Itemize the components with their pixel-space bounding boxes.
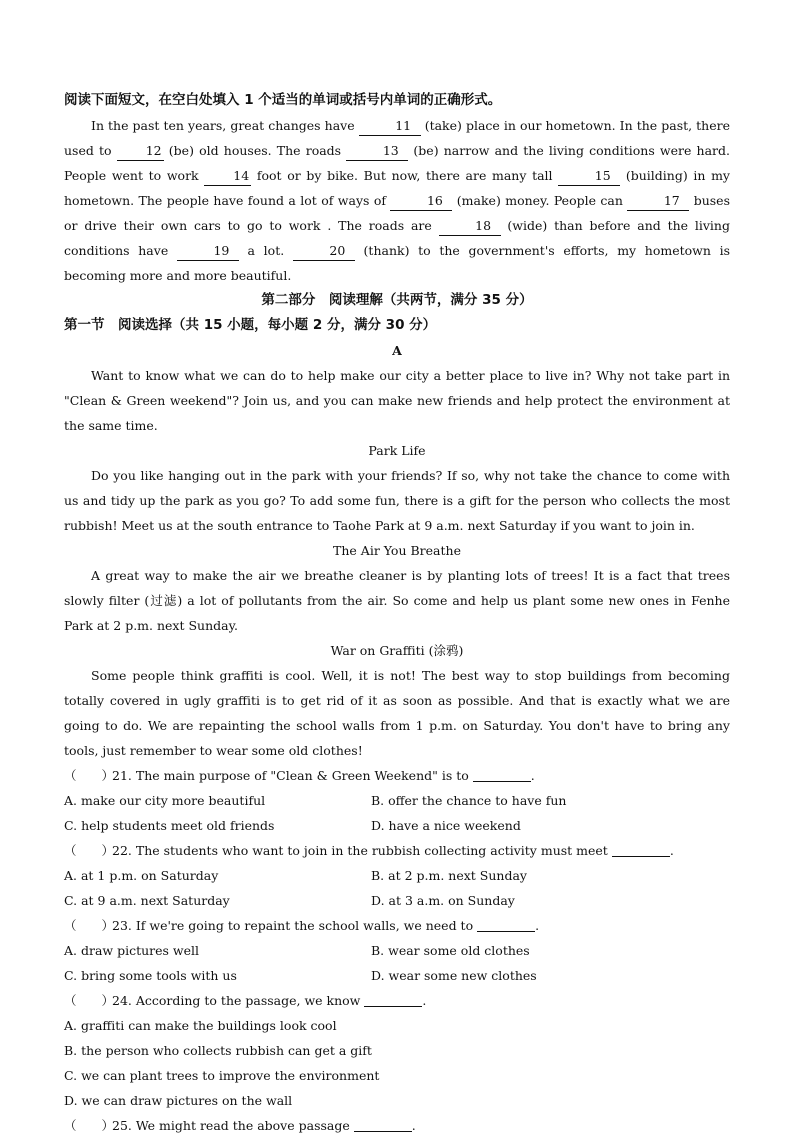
option-a: A. at 1 p.m. on Saturday bbox=[64, 868, 219, 883]
option-b: B. offer the chance to have fun bbox=[371, 793, 567, 808]
cloze-text: a lot. bbox=[238, 243, 293, 258]
question-stem: 25. We might read the above passage bbox=[112, 1118, 350, 1133]
answer-line bbox=[473, 767, 531, 782]
option-c: C. help students meet old friends bbox=[64, 818, 275, 833]
question-24 bbox=[64, 988, 730, 1013]
answer-paren[interactable]: （ ） bbox=[64, 1118, 115, 1133]
question-stem: 24. According to the passage, we know bbox=[112, 993, 361, 1008]
option-b: B. the person who collects rubbish can get a gift bbox=[64, 1043, 372, 1058]
cloze-text: (thank) to the government's efforts, my hometown is becoming more and more beautiful. bbox=[64, 243, 730, 283]
option-d: D. wear some new clothes bbox=[371, 968, 537, 983]
heading-war-on-graffiti: War on Graffiti (涂鸦) bbox=[330, 643, 464, 658]
paragraph-war-on-graffiti: Some people think graffiti is cool. Well, it is not! The best way to stop buildings from becoming totally covered in ugly graffiti is to get rid of it as soon as possible. And that is exactly what we are going to do. We are repainting the school walls from 1 p.m. on Saturday. You don't have to bring any tools, just remember to wear some old clothes! bbox=[64, 668, 730, 758]
answer-paren[interactable]: （ ） bbox=[64, 843, 115, 858]
heading-air-you-breathe: The Air You Breathe bbox=[333, 543, 461, 558]
cloze-text: (make) money. People can bbox=[452, 193, 628, 208]
option-d: D. have a nice weekend bbox=[371, 818, 521, 833]
question-21 bbox=[64, 763, 730, 788]
cloze-text: (be) old houses. The roads bbox=[163, 143, 347, 158]
blank-20: 20 bbox=[293, 242, 355, 261]
blank-15: 15 bbox=[558, 167, 620, 186]
question-tail: . bbox=[422, 993, 427, 1008]
question-25 bbox=[64, 1113, 730, 1138]
blank-11: 11 bbox=[359, 117, 421, 136]
options-21-cd bbox=[64, 813, 730, 838]
option-d: D. we can draw pictures on the wall bbox=[64, 1093, 293, 1108]
cloze-instruction: 阅读下面短文，在空白处填入 1 个适当的单词或括号内单词的正确形式。 bbox=[64, 92, 502, 108]
option-b: B. at 2 p.m. next Sunday bbox=[371, 868, 527, 883]
options-22-cd bbox=[64, 888, 730, 913]
cloze-text: In the past ten years, great changes have bbox=[91, 118, 359, 133]
options-21 bbox=[64, 788, 730, 813]
options-23-cd bbox=[64, 963, 730, 988]
cloze-text: (be) narrow and the living conditions were hard. People went to work bbox=[64, 143, 730, 183]
page-content bbox=[64, 88, 730, 1138]
cloze-passage bbox=[64, 113, 730, 288]
blank-17: 17 bbox=[627, 192, 689, 211]
option-c: C. bring some tools with us bbox=[64, 968, 237, 983]
section1-title: 第一节 阅读选择（共 15 小题，每小题 2 分，满分 30 分） bbox=[64, 317, 437, 333]
answer-line bbox=[354, 1117, 412, 1132]
answer-line bbox=[612, 842, 670, 857]
part2-title: 第二部分 阅读理解（共两节，满分 35 分） bbox=[261, 292, 533, 308]
option-b: B. wear some old clothes bbox=[371, 943, 530, 958]
option-d: D. at 3 a.m. on Sunday bbox=[371, 893, 515, 908]
answer-line bbox=[364, 992, 422, 1007]
blank-13: 13 bbox=[346, 142, 408, 161]
passage-intro: Want to know what we can do to help make our city a better place to live in? Why not take part in "Clean & Green weekend"? Join us, and you can make new friends and help protect the environment at the same time. bbox=[64, 368, 730, 433]
answer-line bbox=[477, 917, 535, 932]
options-22 bbox=[64, 863, 730, 888]
paragraph-park-life: Do you like hanging out in the park with your friends? If so, why not take the chance to come with us and tidy up the park as you go? To add some fun, there is a gift for the person who collects the most rubbish! Meet us at the south entrance to Taohe Park at 9 a.m. next Saturday if you want to join in. bbox=[64, 468, 730, 533]
paragraph-air-you-breathe: A great way to make the air we breathe cleaner is by planting lots of trees! It is a fact that trees slowly filter (过滤) a lot of pollutants from the air. So come and help us plant some new ones in Fenhe Park at 2 p.m. next Sunday. bbox=[64, 568, 730, 633]
question-tail: . bbox=[530, 768, 535, 783]
option-c: C. we can plant trees to improve the environment bbox=[64, 1068, 380, 1083]
question-stem: 23. If we're going to repaint the school walls, we need to bbox=[112, 918, 474, 933]
answer-paren[interactable]: （ ） bbox=[64, 993, 115, 1008]
blank-14: 14 bbox=[204, 167, 251, 186]
blank-19: 19 bbox=[177, 242, 239, 261]
blank-16: 16 bbox=[390, 192, 452, 211]
cloze-text: (take) place in our hometown. In the past, there used to bbox=[64, 118, 730, 158]
question-23 bbox=[64, 913, 730, 938]
option-a: A. graffiti can make the buildings look cool bbox=[64, 1018, 337, 1033]
question-tail: . bbox=[535, 918, 540, 933]
answer-paren[interactable]: （ ） bbox=[64, 918, 115, 933]
option-a: A. draw pictures well bbox=[64, 943, 200, 958]
question-stem: 21. The main purpose of "Clean & Green Weekend" is to bbox=[112, 768, 469, 783]
cloze-text: (wide) than before and the living conditions have bbox=[64, 218, 730, 258]
question-stem: 22. The students who want to join in the rubbish collecting activity must meet bbox=[112, 843, 608, 858]
option-c: C. at 9 a.m. next Saturday bbox=[64, 893, 230, 908]
options-23 bbox=[64, 938, 730, 963]
option-a: A. make our city more beautiful bbox=[64, 793, 266, 808]
question-22 bbox=[64, 838, 730, 863]
cloze-text: foot or by bike. But now, there are many tall bbox=[251, 168, 559, 183]
cloze-text: (building) in my hometown. The people have found a lot of ways of bbox=[64, 168, 730, 208]
passage-letter: A bbox=[392, 343, 402, 358]
question-tail: . bbox=[669, 843, 674, 858]
cloze-text: buses or drive their own cars to go to work . The roads are bbox=[64, 193, 730, 233]
answer-paren[interactable]: （ ） bbox=[64, 768, 115, 783]
blank-12: 12 bbox=[117, 142, 164, 161]
blank-18: 18 bbox=[439, 217, 501, 236]
heading-park-life: Park Life bbox=[368, 443, 426, 458]
question-tail: . bbox=[411, 1118, 416, 1133]
